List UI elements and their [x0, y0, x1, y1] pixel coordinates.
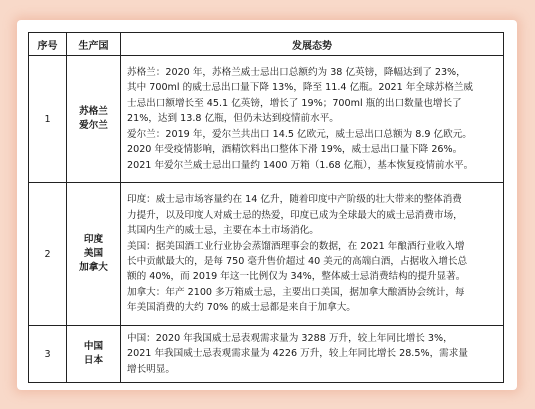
- row-trend: [121, 183, 504, 326]
- table-row: [29, 183, 504, 326]
- trend-line: 士忌出口额增长至 45.1 亿英镑，增长了 19%；700ml 瓶的出口数量也增长了: [127, 97, 462, 109]
- table-header-row: [29, 33, 504, 56]
- row-index: 1: [29, 56, 67, 183]
- row-trend: [121, 326, 504, 383]
- trend-line: 苏格兰：2020 年，苏格兰威士忌出口总额约为 38 亿英镑，降幅达到了 23%，: [127, 67, 466, 79]
- row-trend: [121, 56, 504, 183]
- row-country: [67, 56, 121, 183]
- trend-line: 爱尔兰：2019 年，爱尔兰共出口 14.5 亿欧元，威士忌出口总额为 8.9 亿欧元。: [127, 128, 472, 140]
- trend-line: 2021 年我国威士忌表观需求量为 4226 万升，较上年同比增长 28.5%，需求量: [127, 348, 468, 360]
- trend-line: 2020 年受疫情影响，酒精饮料出口整体下滑 19%，威士忌出口量下降 26%。: [127, 144, 463, 156]
- table-row: [29, 56, 504, 183]
- trend-line: 美国：据美国酒工业行业协会蒸馏酒理事会的数据，在 2021 年酿酒行业收入增: [127, 240, 465, 252]
- trend-line: 额的 40%，而 2019 年这一比例仅为 34%，整体威士忌消费结构的提升显著。: [127, 271, 466, 283]
- trend-line: 年美国消费的大约 70% 的威士忌都是来自于加拿大。: [127, 302, 356, 314]
- trend-line: 其中 700ml 的威士忌出口量下降 13%，降至 11.4 亿瓶。2021 年全球苏格兰威: [127, 82, 473, 94]
- country-name: 美国: [83, 248, 104, 259]
- header-index: 序号: [29, 33, 67, 56]
- row-country: [67, 326, 121, 383]
- trend-line: 中国：2020 年我国威士忌表观需求量为 3288 万升，较上年同比增长 3%，: [127, 332, 453, 344]
- trend-line: 力提升，以及印度人对威士忌的热爱，印度已成为全球最大的威士忌消费市场，: [127, 209, 463, 221]
- trend-line: 加拿大：年产 2100 多万箱威士忌，主要出口美国，据加拿大酿酒协会统计，每: [127, 286, 465, 298]
- row-index: 2: [29, 183, 67, 326]
- country-name: 爱尔兰: [79, 120, 108, 131]
- trend-line: 印度：威士忌市场容量约在 14 亿升，随着印度中产阶级的壮大带来的整体消费: [127, 194, 462, 206]
- whisky-trend-table: [28, 32, 504, 383]
- country-name: 加拿大: [79, 262, 108, 273]
- table-row: [29, 326, 504, 383]
- row-country: [67, 183, 121, 326]
- trend-line: 21%，达到 13.8 亿瓶，但仍未达到疫情前水平。: [127, 113, 339, 125]
- country-name: 日本: [83, 355, 104, 366]
- country-name: 中国: [83, 341, 104, 352]
- row-index: 3: [29, 326, 67, 383]
- country-name: 苏格兰: [79, 106, 108, 117]
- trend-line: 2021 年爱尔兰威士忌出口量约 1400 万箱（1.68 亿瓶），基本恢复疫情前水平。: [127, 159, 474, 171]
- country-name: 印度: [83, 234, 104, 245]
- header-trend: 发展态势: [121, 33, 504, 56]
- trend-line: 其国内生产的威士忌，主要在本土市场消化。: [127, 225, 319, 237]
- trend-line: 增长明显。: [127, 363, 175, 375]
- trend-line: 长中贡献最大的，是每 750 毫升售价超过 40 美元的高端白酒，占据收入增长总: [127, 256, 468, 267]
- header-country: 生产国: [67, 33, 121, 56]
- document-card: [17, 20, 517, 390]
